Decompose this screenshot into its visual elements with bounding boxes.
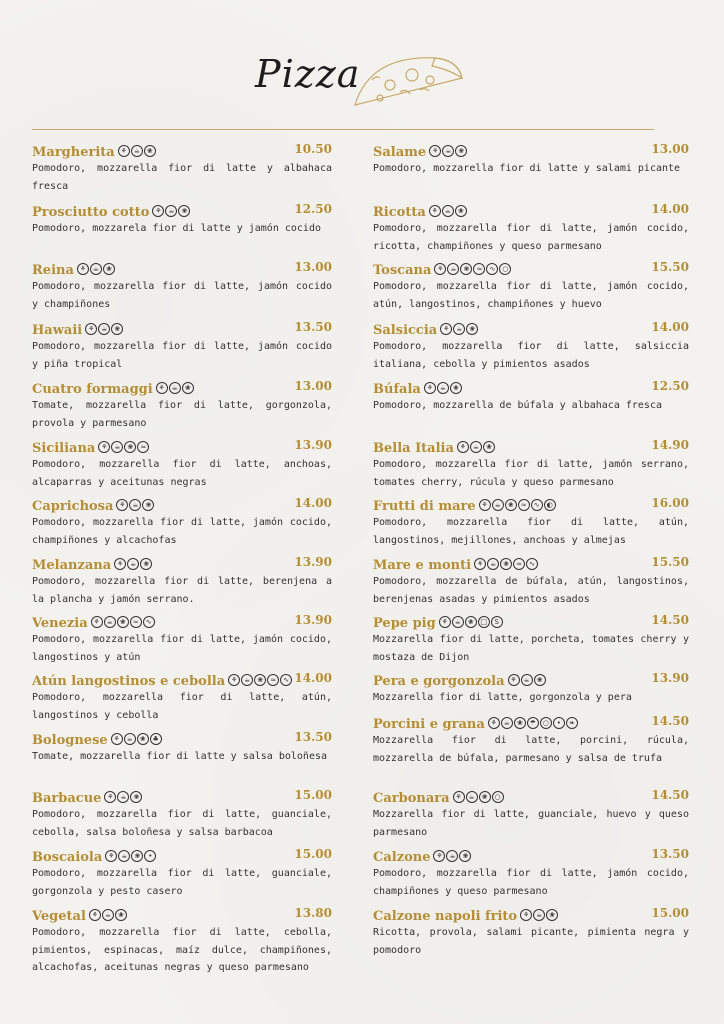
menu-item <box>373 786 689 841</box>
menu-item-price: 13.00 <box>294 260 332 274</box>
menu-item-name: Caprichosa <box>32 499 114 514</box>
menu-item-price: 13.00 <box>651 142 689 156</box>
menu-item <box>373 494 689 549</box>
menu-item-name: Frutti di mare <box>373 499 476 514</box>
menu-item-name: Calzone napoli frito <box>373 909 518 924</box>
menu-item-name: Vegetal <box>32 909 86 924</box>
menu-item-price: 12.50 <box>294 202 332 216</box>
vegan-icon: ⚘ <box>434 263 446 275</box>
sulphite-icon: S <box>491 616 503 628</box>
menu-item-price: 13.80 <box>294 906 332 920</box>
milk-icon: ☕ <box>118 850 130 862</box>
menu-item-name: Búfala <box>373 382 421 397</box>
allergen-icons <box>440 318 479 337</box>
allergen-icons <box>89 904 128 923</box>
milk-icon: ☕ <box>442 145 454 157</box>
wheat-icon: ❀ <box>115 909 127 921</box>
allergen-icons <box>520 904 559 923</box>
allergen-icons <box>228 669 293 688</box>
menu-item <box>373 712 689 767</box>
vegan-icon: ⚘ <box>152 205 164 217</box>
menu-item-description: Pomodoro, mozzarella fior di latte, anchoas, alcaparras y aceitunas negras <box>32 459 332 488</box>
mollusc-icon: ◐ <box>544 499 556 511</box>
menu-item-price: 14.50 <box>651 788 689 802</box>
shellfish-icon: ∿ <box>526 558 538 570</box>
menu-item-description: Pomodoro, mozzarella fior di latte y salami picante <box>373 163 681 174</box>
menu-item-price: 14.00 <box>651 202 689 216</box>
wheat-icon: ❀ <box>459 850 471 862</box>
menu-item-price: 13.00 <box>294 379 332 393</box>
menu-item <box>32 904 332 977</box>
wheat-icon: ❀ <box>103 263 115 275</box>
menu-item-description: Pomodoro, mozzarella fior di latte y albahaca fresca <box>32 163 332 192</box>
menu-item-price: 12.50 <box>651 379 689 393</box>
menu-item <box>373 904 689 959</box>
allergen-icons <box>156 377 195 396</box>
menu-item <box>32 436 332 491</box>
menu-item-price: 13.90 <box>294 438 332 452</box>
menu-item-price: 13.90 <box>651 671 689 685</box>
menu-item-price: 14.00 <box>651 320 689 334</box>
menu-item-name: Hawaii <box>32 323 83 338</box>
wheat-icon: ❀ <box>500 558 512 570</box>
menu-item-name: Salame <box>373 145 427 160</box>
vegan-icon: ⚘ <box>488 717 500 729</box>
milk-icon: ☕ <box>466 791 478 803</box>
allergen-icons <box>424 377 463 396</box>
menu-title: Pizza <box>255 52 361 96</box>
wheat-icon: ❀ <box>182 382 194 394</box>
vegan-icon: ⚘ <box>424 382 436 394</box>
menu-item-name: Atún langostinos e cebolla <box>32 674 226 689</box>
nut-icon: • <box>144 850 156 862</box>
milk-icon: ☕ <box>492 499 504 511</box>
menu-item <box>32 494 332 549</box>
menu-item-description: Tomate, mozzarella fior di latte y salsa boloñesa <box>32 751 328 762</box>
menu-item-name: Salsiccia <box>373 323 438 338</box>
menu-item-description: Mozzarella fior di latte, porcini, rúcula, mozzarella de búfala, parmesano y salsa de trufa <box>373 735 689 764</box>
shellfish-icon: ∿ <box>486 263 498 275</box>
vegan-icon: ⚘ <box>228 674 240 686</box>
leaf-icon: ❧ <box>566 717 578 729</box>
menu-item-name: Porcini e grana <box>373 717 485 732</box>
menu-item-name: Calzone <box>373 850 431 865</box>
wheat-icon: ❀ <box>144 145 156 157</box>
allergen-icons <box>152 200 191 219</box>
vegan-icon: ⚘ <box>89 909 101 921</box>
wheat-icon: ❀ <box>460 263 472 275</box>
vegan-icon: ⚘ <box>457 441 469 453</box>
menu-item-description: Pomodoro, mozzarella fior di latte, jamón cocido, atún, langostinos, champiñones y huevo <box>373 281 689 310</box>
vegan-icon: ⚘ <box>91 616 103 628</box>
menu-item-description: Ricotta, provola, salami picante, pimienta negra y pomodoro <box>373 927 689 956</box>
menu-item <box>373 669 689 707</box>
egg-icon: ○ <box>492 791 504 803</box>
menu-item-name: Toscana <box>373 263 432 278</box>
milk-icon: ☕ <box>131 145 143 157</box>
milk-icon: ☕ <box>127 558 139 570</box>
menu-item-price: 16.00 <box>651 496 689 510</box>
menu-item <box>373 318 689 373</box>
wheat-icon: ❀ <box>111 323 123 335</box>
menu-item-description: Pomodoro, mozzarella fior di latte, jamón cocido y champiñones <box>32 281 332 310</box>
wheat-icon: ❀ <box>178 205 190 217</box>
allergen-icons <box>85 318 124 337</box>
menu-item-price: 14.50 <box>651 613 689 627</box>
milk-icon: ☕ <box>129 499 141 511</box>
wheat-icon: ❀ <box>546 909 558 921</box>
menu-item-name: Cuatro formaggi <box>32 382 153 397</box>
menu-item <box>32 845 332 900</box>
allergen-icons <box>77 258 116 277</box>
menu-item-price: 13.90 <box>294 555 332 569</box>
menu-item <box>32 669 332 724</box>
fish-icon: ≈ <box>473 263 485 275</box>
milk-icon: ☕ <box>98 323 110 335</box>
wheat-icon: ❀ <box>140 558 152 570</box>
wheat-icon: ❀ <box>450 382 462 394</box>
vegan-icon: ⚘ <box>433 850 445 862</box>
menu-item-price: 15.50 <box>651 260 689 274</box>
allergen-icons <box>457 436 496 455</box>
milk-icon: ☕ <box>102 909 114 921</box>
vegan-icon: ⚘ <box>479 499 491 511</box>
vegan-icon: ⚘ <box>105 850 117 862</box>
menu-item-price: 15.00 <box>294 788 332 802</box>
menu-item-price: 14.50 <box>651 714 689 728</box>
allergen-icons <box>114 553 153 572</box>
menu-item-name: Boscaiola <box>32 850 103 865</box>
menu-item-name: Margherita <box>32 145 115 160</box>
menu-item <box>32 553 332 608</box>
menu-item-price: 13.90 <box>294 613 332 627</box>
menu-item-name: Venezia <box>32 616 88 631</box>
milk-icon: ☕ <box>165 205 177 217</box>
allergen-icons <box>429 200 468 219</box>
milk-icon: ☕ <box>442 205 454 217</box>
menu-item-description: Mozzarella fior di latte, gorgonzola y pera <box>373 692 632 703</box>
menu-item-price: 13.50 <box>294 320 332 334</box>
vegan-icon: ⚘ <box>474 558 486 570</box>
menu-item-price: 15.50 <box>651 555 689 569</box>
menu-item <box>32 377 332 432</box>
menu-item-price: 15.00 <box>294 847 332 861</box>
milk-icon: ☕ <box>487 558 499 570</box>
wheat-icon: ❀ <box>130 791 142 803</box>
vegan-icon: ⚘ <box>85 323 97 335</box>
allergen-icons <box>111 728 163 747</box>
menu-item <box>32 728 332 766</box>
milk-icon: ☕ <box>452 616 464 628</box>
allergen-icons <box>118 140 157 159</box>
wheat-icon: ❀ <box>254 674 266 686</box>
menu-item <box>32 318 332 373</box>
wheat-icon: ❀ <box>534 674 546 686</box>
wheat-icon: ❀ <box>455 205 467 217</box>
menu-header <box>0 0 724 130</box>
menu-item <box>373 258 689 313</box>
wheat-icon: ❀ <box>465 616 477 628</box>
menu-item-name: Barbacue <box>32 791 102 806</box>
wheat-icon: ❀ <box>117 616 129 628</box>
menu-item-price: 14.00 <box>294 496 332 510</box>
menu-item-description: Pomodoro, mozzarella fior di latte, jamón cocido, champiñones y queso parmesano <box>373 868 689 897</box>
menu-item <box>373 140 689 178</box>
menu-item-name: Bella Italia <box>373 441 454 456</box>
menu-item-description: Mozzarella fior di latte, guanciale, huevo y queso parmesano <box>373 809 689 838</box>
menu-item-description: Pomodoro, mozzarella fior di latte, salsiccia italiana, cebolla y pimientos asados <box>373 341 689 370</box>
menu-item-description: Pomodoro, mozzarella fior di latte, berenjena a la plancha y jamón serrano. <box>32 576 332 605</box>
menu-item-description: Pomodoro, mozzarella fior di latte, cebolla, pimientos, espinacas, maíz dulce, champiñones, alcachofas, aceitunas negras y queso parmesano <box>32 927 332 973</box>
menu-item-description: Pomodoro, mozzarella fior di latte, jamón cocido, langostinos y atún <box>32 634 332 663</box>
vegan-icon: ⚘ <box>520 909 532 921</box>
menu-item <box>373 200 689 255</box>
menu-item <box>32 786 332 841</box>
allergen-icons <box>104 786 143 805</box>
menu-item-name: Pera e gorgonzola <box>373 674 505 689</box>
menu-item-price: 15.00 <box>651 906 689 920</box>
mustard-icon: □ <box>478 616 490 628</box>
menu-item-name: Melanzana <box>32 558 112 573</box>
milk-icon: ☕ <box>111 441 123 453</box>
vegan-icon: ⚘ <box>508 674 520 686</box>
vegan-icon: ⚘ <box>440 323 452 335</box>
wheat-icon: ❀ <box>514 717 526 729</box>
vegan-icon: ⚘ <box>111 733 123 745</box>
milk-icon: ☕ <box>470 441 482 453</box>
egg-icon: ○ <box>540 717 552 729</box>
menu-item-description: Pomodoro, mozzarella fior di latte, jamón cocido, champiñones y alcachofas <box>32 517 332 546</box>
egg-icon: ○ <box>499 263 511 275</box>
menu-item <box>373 845 689 900</box>
vegan-icon: ⚘ <box>104 791 116 803</box>
vegan-icon: ⚘ <box>453 791 465 803</box>
allergen-icons <box>429 140 468 159</box>
menu-item-description: Pomodoro, mozzarella fior di latte, guanciale, cebolla, salsa boloñesa y salsa barbacoa <box>32 809 332 838</box>
milk-icon: ☕ <box>437 382 449 394</box>
celery-icon: ♣ <box>150 733 162 745</box>
menu-item <box>32 611 332 666</box>
menu-item-description: Pomodoro, mozzarela fior di latte y jamón cocido <box>32 223 321 234</box>
fish-icon: ≈ <box>267 674 279 686</box>
wheat-icon: ❀ <box>137 733 149 745</box>
allergen-icons <box>439 611 504 630</box>
allergen-icons <box>508 669 547 688</box>
vegan-icon: ⚘ <box>156 382 168 394</box>
allergen-icons <box>453 786 505 805</box>
menu-item-description: Pomodoro, mozzarella de búfala, atún, langostinos, berenjenas asadas y pimientos asados <box>373 576 689 605</box>
menu-item <box>373 377 689 415</box>
menu-item-price: 14.00 <box>294 671 332 685</box>
menu-item-name: Bolognese <box>32 733 108 748</box>
allergen-icons <box>116 494 155 513</box>
milk-icon: ☕ <box>124 733 136 745</box>
milk-icon: ☕ <box>447 263 459 275</box>
menu-item <box>32 140 332 195</box>
milk-icon: ☕ <box>453 323 465 335</box>
allergen-icons <box>479 494 557 513</box>
vegan-icon: ⚘ <box>77 263 89 275</box>
menu-item <box>32 258 332 313</box>
wheat-icon: ❀ <box>466 323 478 335</box>
menu-item-description: Pomodoro, mozzarella fior di latte, jamón cocido y piña tropical <box>32 341 332 370</box>
shellfish-icon: ∿ <box>531 499 543 511</box>
vegan-icon: ⚘ <box>118 145 130 157</box>
menu-item-name: Pepe pig <box>373 616 436 631</box>
vegan-icon: ⚘ <box>116 499 128 511</box>
wheat-icon: ❀ <box>142 499 154 511</box>
shellfish-icon: ∿ <box>143 616 155 628</box>
vegan-icon: ⚘ <box>429 205 441 217</box>
header-divider <box>32 129 654 130</box>
pizza-slice-illustration <box>350 50 465 112</box>
menu-item-name: Reina <box>32 263 74 278</box>
wheat-icon: ❀ <box>124 441 136 453</box>
fish-icon: ≈ <box>130 616 142 628</box>
fish-icon: ≈ <box>518 499 530 511</box>
milk-icon: ☕ <box>521 674 533 686</box>
wheat-icon: ❀ <box>131 850 143 862</box>
allergen-icons <box>433 845 472 864</box>
menu-item-price: 13.50 <box>651 847 689 861</box>
menu-item-name: Mare e monti <box>373 558 472 573</box>
menu-item <box>32 200 332 238</box>
menu-item <box>373 553 689 608</box>
wheat-icon: ❀ <box>479 791 491 803</box>
menu-item-name: Siciliana <box>32 441 96 456</box>
menu-item-description: Pomodoro, mozzarella fior di latte, guanciale, gorgonzola y pesto casero <box>32 868 332 897</box>
milk-icon: ☕ <box>90 263 102 275</box>
milk-icon: ☕ <box>104 616 116 628</box>
milk-icon: ☕ <box>533 909 545 921</box>
vegan-icon: ⚘ <box>429 145 441 157</box>
menu-item-price: 10.50 <box>294 142 332 156</box>
allergen-icons <box>91 611 156 630</box>
allergen-icons <box>434 258 512 277</box>
menu-item-description: Pomodoro, mozzarella fior di latte, atún, langostinos y cebolla <box>32 692 332 721</box>
milk-icon: ☕ <box>241 674 253 686</box>
menu-item-name: Ricotta <box>373 205 426 220</box>
vegan-icon: ⚘ <box>439 616 451 628</box>
fish-icon: ≈ <box>137 441 149 453</box>
milk-icon: ☕ <box>169 382 181 394</box>
menu-item <box>373 611 689 666</box>
vegan-icon: ⚘ <box>98 441 110 453</box>
nut-icon: • <box>553 717 565 729</box>
menu-item-description: Pomodoro, mozzarella fior di latte, atún, langostinos, mejillones, anchoas y almejas <box>373 517 689 546</box>
allergen-icons <box>474 553 539 572</box>
menu-item <box>373 436 689 491</box>
menu-item-description: Mozzarella fior di latte, porcheta, tomates cherry y mostaza de Dijon <box>373 634 689 663</box>
menu-item-name: Prosciutto cotto <box>32 205 150 220</box>
vegan-icon: ⚘ <box>114 558 126 570</box>
wheat-icon: ❀ <box>483 441 495 453</box>
menu-item-description: Tomate, mozzarella fior di latte, gorgonzola, provola y parmesano <box>32 400 332 429</box>
allergen-icons <box>488 712 579 731</box>
menu-item-description: Pomodoro, mozzarella fior di latte, jamón cocido, ricotta, champiñones y queso parmesano <box>373 223 689 252</box>
menu-item-price: 14.90 <box>651 438 689 452</box>
milk-icon: ☕ <box>117 791 129 803</box>
shellfish-icon: ∿ <box>280 674 292 686</box>
wheat-icon: ❀ <box>455 145 467 157</box>
milk-icon: ☕ <box>446 850 458 862</box>
allergen-icons <box>98 436 150 455</box>
menu-item-price: 13.50 <box>294 730 332 744</box>
allergen-icons <box>105 845 157 864</box>
menu-item-name: Carbonara <box>373 791 450 806</box>
mushroom-icon: ☂ <box>527 717 539 729</box>
wheat-icon: ❀ <box>505 499 517 511</box>
fish-icon: ≈ <box>513 558 525 570</box>
menu-item-description: Pomodoro, mozzarella de búfala y albahaca fresca <box>373 400 662 411</box>
milk-icon: ☕ <box>501 717 513 729</box>
menu-item-description: Pomodoro, mozzarella fior di latte, jamón serrano, tomates cherry, rúcula y queso parmesano <box>373 459 689 488</box>
